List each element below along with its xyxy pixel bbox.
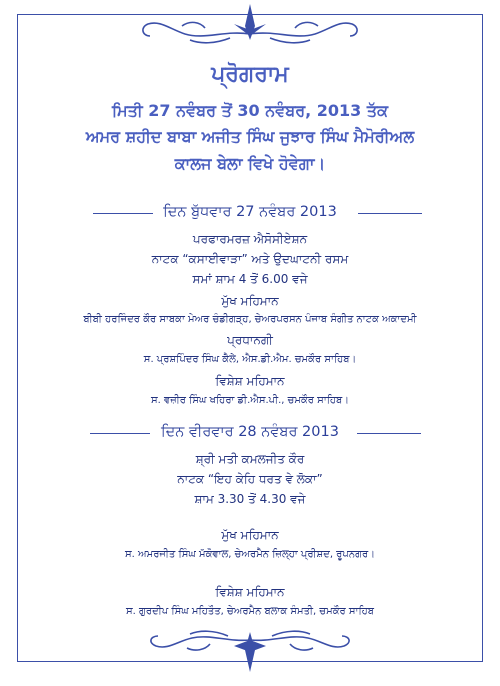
intro-line-venue: ਅਮਰ ਸ਼ਹੀਦ ਬਾਬਾ ਅਜੀਤ ਸਿੰਘ ਜੁਝਾਰ ਸਿੰਘ ਮੈਮੋਰੀਅਲ <box>85 127 415 146</box>
day2-play: ਨਾਟਕ “ਇਹ ਕੇਹਿ ਧਰਤ ਵੇ ਲੋਕਾ” <box>177 472 323 486</box>
day1-special-guest-label: ਵਿਸ਼ੇਸ਼ ਮਹਿਮਾਨ <box>215 374 285 388</box>
day2-heading: ਦਿਨ ਵੀਰਵਾਰ 28 ਨਵੰਬਰ 2013 <box>161 424 339 440</box>
day2-rule-right <box>357 433 421 434</box>
day2-organizer: ਸ਼੍ਰੀ ਮਤੀ ਕਮਲਜੀਤ ਕੌਰ <box>195 452 305 466</box>
day1-president: ਸ. ਪ੍ਰਸ਼ਪਿੰਦਰ ਸਿੰਘ ਕੈਲੇ, ਐਸ.ਡੀ.ਐਮ. ਚਮਕੌਰ ਸਾਹਿਬ। <box>143 354 357 365</box>
day1-president-label: ਪ੍ਰਧਾਨਗੀ <box>227 333 273 347</box>
day1-time: ਸਮਾਂ ਸ਼ਾਮ 4 ਤੋਂ 6.00 ਵਜੇ <box>192 272 308 286</box>
day1-special-guest: ਸ. ਵਜ਼ੀਰ ਸਿੰਘ ਖਹਿਰਾ ਡੀ.ਐਸ.ਪੀ., ਚਮਕੌਰ ਸਾਹਿਬ। <box>150 395 350 406</box>
day2-chief-guest: ਸ. ਅਮਰਜੀਤ ਸਿੰਘ ਮੱਕੋਵਾਲ, ਚੇਅਰਮੈਨ ਜ਼ਿਲ੍ਹਾ ਪ੍ਰੀਸ਼ਦ, ਰੂਪਨਗਰ। <box>125 549 375 560</box>
intro-line-college: ਕਾਲਜ ਬੇਲਾ ਵਿਖੇ ਹੋਵੇਗਾ। <box>174 154 326 173</box>
day1-heading: ਦਿਨ ਬੁੱਧਵਾਰ 27 ਨਵੰਬਰ 2013 <box>163 204 337 220</box>
intro-line-date: ਮਿਤੀ 27 ਨਵੰਬਰ ਤੋਂ 30 ਨਵੰਬਰ, 2013 ਤੱਕ <box>111 101 389 120</box>
day2-chief-guest-label: ਮੁੱਖ ਮਹਿਮਾਨ <box>221 528 279 542</box>
day1-chief-guest: ਬੀਬੀ ਹਰਜਿੰਦਰ ਕੌਰ ਸਾਬਕਾ ਮੇਅਰ ਚੰਡੀਗੜ੍ਹ, ਚੇਅਰਪਰਸਨ ਪੰਜਾਬ ਸੰਗੀਤ ਨਾਟਕ ਅਕਾਦਮੀ <box>83 314 417 325</box>
day2-special-guest-label: ਵਿਸ਼ੇਸ਼ ਮਹਿਮਾਨ <box>215 585 285 599</box>
day1-organizer: ਪਰਫਾਰਮਰਜ਼ ਐਸੋਸੀਏਸ਼ਨ <box>192 232 308 246</box>
page-title: ਪ੍ਰੋਗਰਾਮ <box>211 62 289 87</box>
bottom-ornament <box>0 606 500 686</box>
day1-rule-right <box>358 213 422 214</box>
day1-play: ਨਾਟਕ “ਕਸਾਈਵਾੜਾ” ਅਤੇ ਉਦਘਾਟਨੀ ਰਸਮ <box>151 252 349 266</box>
day2-time: ਸ਼ਾਮ 3.30 ਤੋਂ 4.30 ਵਜੇ <box>194 492 306 506</box>
day1-chief-guest-label: ਮੁੱਖ ਮਹਿਮਾਨ <box>221 294 279 308</box>
day2-special-guest: ਸ. ਗੁਰਦੀਪ ਸਿੰਘ ਮਹਿਤੌਤ, ਚੇਅਰਮੈਨ ਬਲਾਕ ਸੰਮਤੀ, ਚਮਕੌਰ ਸਾਹਿਬ <box>125 606 375 617</box>
